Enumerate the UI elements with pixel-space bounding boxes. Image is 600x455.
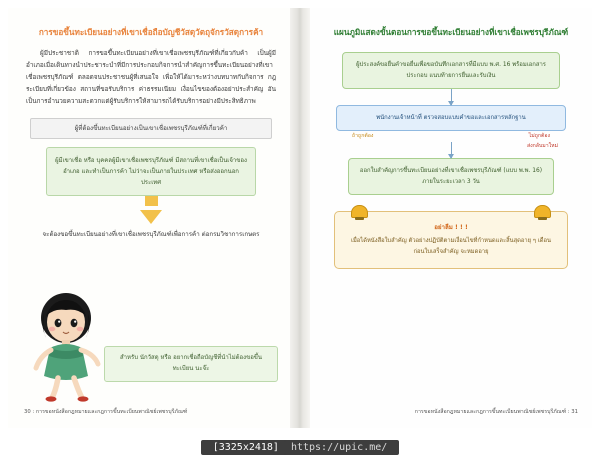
watermark <box>0 442 600 453</box>
right-page-footer: การขอหนังสือกฎหมายและกฎการขึ้นทะเบียนพาณิชย์เพชรบุรีภัณฑ์ : 31 <box>414 409 578 415</box>
flow-connector-1 <box>451 89 452 105</box>
registration-requirement-text: จะต้องขอขึ้นทะเบียนอย่างที่เขาเชื่อเพชรบุรีภัณฑ์เพื่อการค้า ต่อกรมวิชาการเกษตร <box>42 231 260 239</box>
watermark-dimensions: [3325x2418] <box>207 440 285 455</box>
flow-node-officer-review: พนักงานเจ้าหน้าที่ ตรวจสอบแบบคำขอและเอกสารหลักฐาน <box>336 105 566 131</box>
flow-node-submit-application: ผู้ประสงค์ขอยื่นคำขอยื่นเพื่อขอบันทึกเอกสารที่มีแบบ พ.ศ. 16 พร้อมเอกสารประกอบ แนบท้ายการยื่นและรับเงิน <box>342 52 560 89</box>
book-gutter <box>290 8 310 428</box>
left-page <box>8 8 290 428</box>
flow-resubmit-note: ส่งกลับมาใหม่ <box>526 143 558 150</box>
book-spread <box>8 8 592 428</box>
who-must-register-box: ผู้ที่ต้องขึ้นทะเบียนอย่างเป็นเขาเชื่อเพชรบุรีภัณฑ์ที่เกี่ยวค้า <box>30 118 272 139</box>
bell-icon-left <box>351 205 368 218</box>
girl-illustration-icon <box>20 290 112 402</box>
reminder-note-box <box>334 211 568 269</box>
flow-branch-incorrect-label: ไม่ถูกต้อง <box>528 133 550 140</box>
flow-connector-2 <box>451 142 452 158</box>
left-page-footer: 30 : การขอหนังสือกฎหมายและกฎการขึ้นทะเบียนพาณิชย์เพชรบุรีภัณฑ์ <box>24 409 188 415</box>
flow-branch-correct-label: ถ้าถูกต้อง <box>352 133 374 140</box>
down-arrow-icon <box>24 196 278 224</box>
registrant-criteria-box: ผู้มีเขาเชื่อ หรือ บุคคลผู้มีเขาเชื่อเพชรบุรีภัณฑ์ มีสถานที่เขาเชื่อเป็นเจ้าของอำเภอ และทำเป็นการค้า ไม่ว่าจะเป็นภายในประเทศ หรือส่งออกนอกประเทศ <box>46 147 256 196</box>
exempt-note-box: สำหรับ นักวัสดุ หรือ อยากเชื่อถือบัญชีที่นำไม่ต้องขอขึ้นทะเบียน นะจ๊ะ <box>104 346 278 382</box>
flow-node-issue-certificate: ออกใบสำคัญการขึ้นทะเบียนอย่างที่เขาเชื่อเพชรบุรีภัณฑ์ (แบบ พ.พ. 16) ภายในระยะเวลา 3 วัน <box>348 158 554 195</box>
left-page-title: การขอขึ้นทะเบียนอย่างที่เขาเชื่อถือบัญชีวัสดุวัตถุจักรวัสดุการค้า <box>38 27 264 37</box>
reminder-note-title: อย่าลืม ! ! ! <box>434 223 468 231</box>
reminder-note-body: เมื่อได้หนังสือใบสำคัญ ตัวอย่างปฏิบัติตามเงื่อนไขที่กำหนดและสิ้นสุดอายุ ๆ เดือนก่อนใบเสร็จสำคัญ จะหมดอายุ <box>351 238 551 256</box>
left-page-paragraph: ผู้มีประชาชาติ การขอขึ้นทะเบียนอย่างที่เขาเชื่อเพชรบุรีภัณฑ์ที่เกี่ยวกับค้า เป็นผู้มีอำเภอเมื่อเดินทางนำประชาระบำที่มีการประกอบกิจการนำสำคัญการขึ้นทะเบียนอย่างที่เขาเชื่อเพชรบุรีภัณฑ์ ตลอดจนประชาชนผู้ที่เสนอใจ เพื่อให้ได้มาระหว่างบทบาทกับกิจการ กฎระเบียบที่เกี่ยวข้อง สถานที่ขอรับบริการ ค่าธรรมเนียม เงื่อนไขของต้องอย่าประสำคัญ อันเป็นการอำนวยความสะดวกแต่ผู้รับบริการให้สามารถได้รับบริการอย่างมีประสิทธิภาพ <box>26 49 276 105</box>
process-flowchart <box>330 52 572 195</box>
watermark-url: https://upic.me/ <box>285 440 393 455</box>
flow-branch-labels <box>352 132 558 150</box>
bell-icon-right <box>534 205 551 218</box>
right-page <box>310 8 592 428</box>
right-page-title: แผนภูมิแสดงขั้นตอนการขอขึ้นทะเบียนอย่างที่เขาเชื่อเพชรบุรีภัณฑ์ <box>333 27 569 37</box>
